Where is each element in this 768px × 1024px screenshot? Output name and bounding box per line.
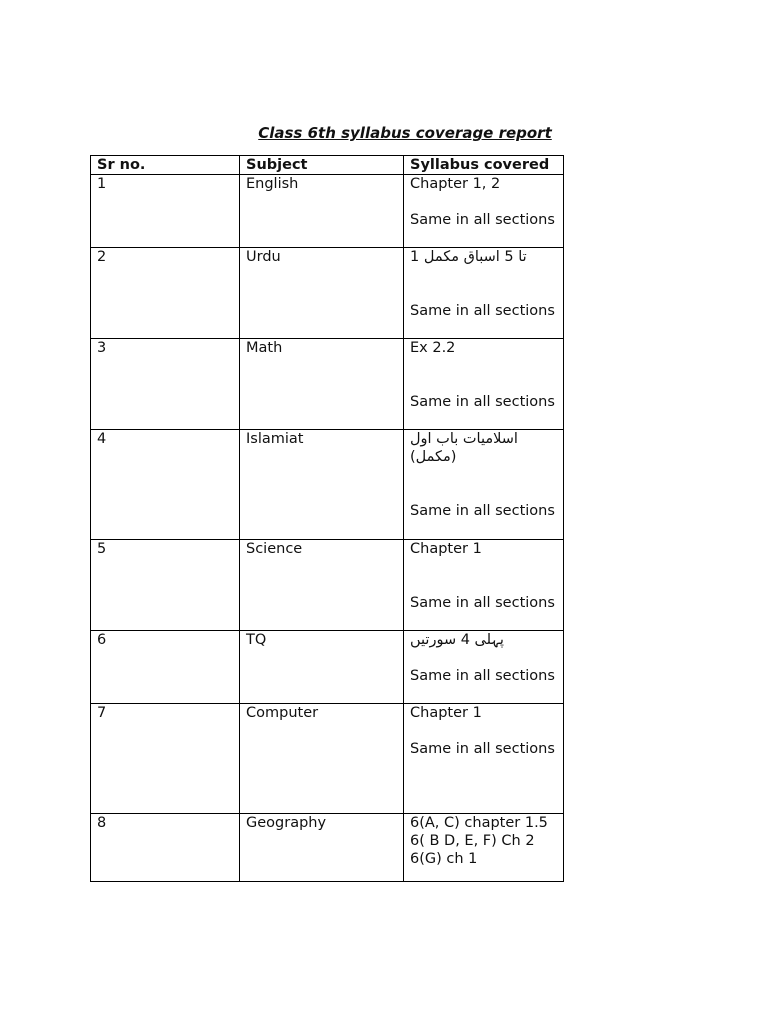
table-row — [91, 339, 564, 430]
cell-sr-no: 1 — [91, 175, 240, 248]
cell-sr-no: 8 — [91, 814, 240, 882]
table-row — [91, 631, 564, 704]
table-row — [91, 814, 564, 882]
cell-sr-no: 5 — [91, 540, 240, 631]
cell-sr-no: 4 — [91, 430, 240, 540]
cell-syllabus-covered: Chapter 1 Same in all sections — [404, 540, 564, 631]
header-subject: Subject — [240, 156, 404, 175]
cell-subject: Science — [240, 540, 404, 631]
cell-syllabus-covered: 6(A, C) chapter 1.5 6( B D, E, F) Ch 2 6(G) ch 1 — [404, 814, 564, 882]
header-syllabus-covered: Syllabus covered — [404, 156, 564, 175]
cell-subject: Islamiat — [240, 430, 404, 540]
table-row — [91, 248, 564, 339]
cell-syllabus-covered: اسلامیات باب اول (مکمل) Same in all sections — [404, 430, 564, 540]
cell-sr-no: 6 — [91, 631, 240, 704]
cell-subject: English — [240, 175, 404, 248]
table-header-row — [91, 156, 564, 175]
cell-subject: TQ — [240, 631, 404, 704]
cell-syllabus-covered: Chapter 1, 2 Same in all sections — [404, 175, 564, 248]
document-title: Class 6th syllabus coverage report — [258, 124, 552, 142]
cell-sr-no: 3 — [91, 339, 240, 430]
cell-subject: Computer — [240, 704, 404, 814]
cell-sr-no: 7 — [91, 704, 240, 814]
table-row — [91, 704, 564, 814]
cell-subject: Geography — [240, 814, 404, 882]
cell-syllabus-covered: پہلی 4 سورتیں Same in all sections — [404, 631, 564, 704]
cell-syllabus-covered: Ex 2.2 Same in all sections — [404, 339, 564, 430]
cell-subject: Math — [240, 339, 404, 430]
table-row — [91, 175, 564, 248]
cell-subject: Urdu — [240, 248, 404, 339]
header-sr-no: Sr no. — [91, 156, 240, 175]
cell-sr-no: 2 — [91, 248, 240, 339]
table-row — [91, 430, 564, 540]
table-row — [91, 540, 564, 631]
cell-syllabus-covered: Chapter 1 Same in all sections — [404, 704, 564, 814]
cell-syllabus-covered: تا 5 اسباق مکمل 1 Same in all sections — [404, 248, 564, 339]
syllabus-table — [90, 155, 564, 882]
